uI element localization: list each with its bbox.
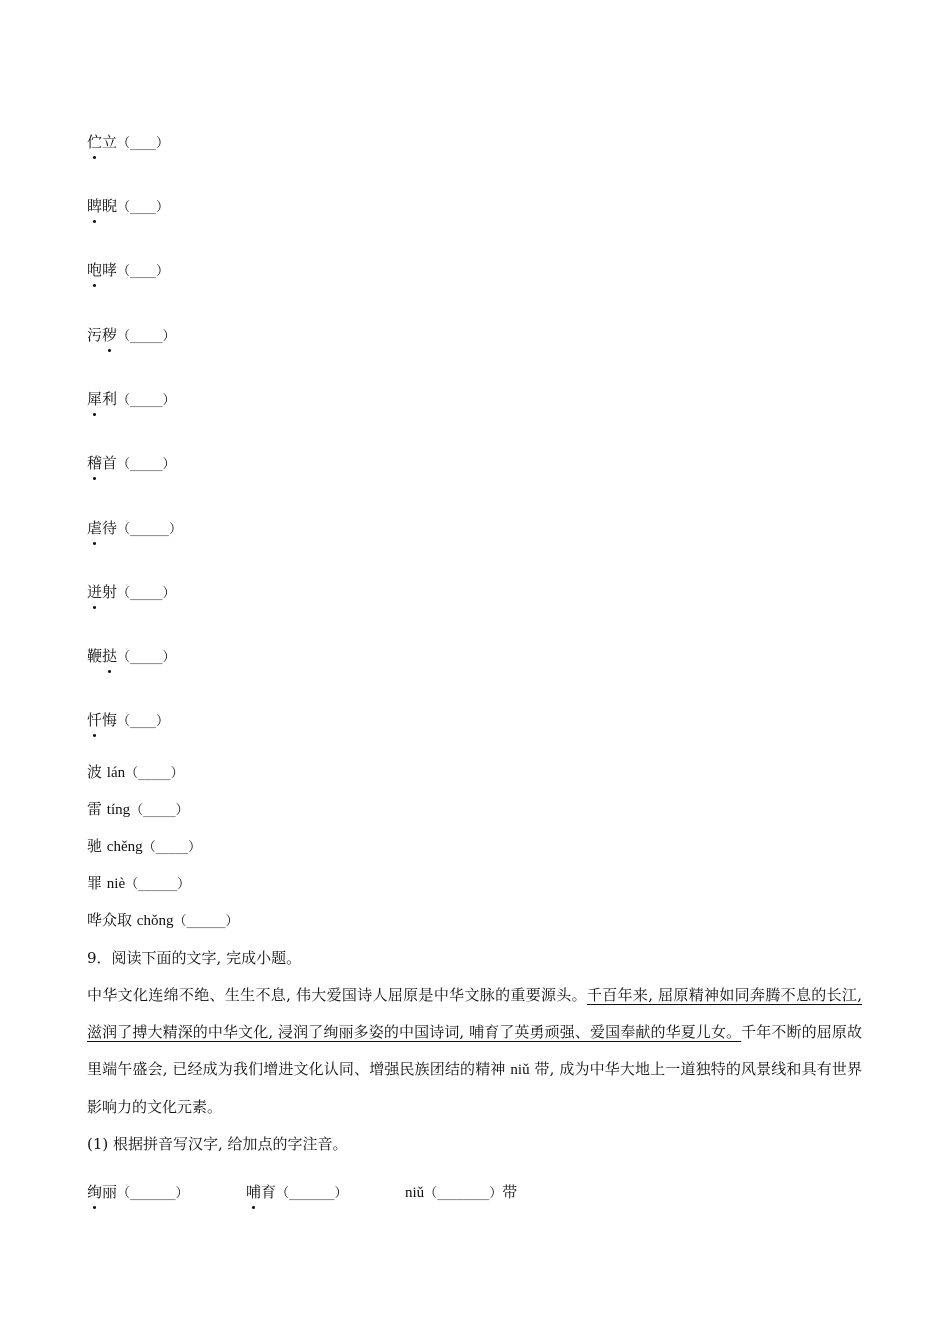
question-title: 9．阅读下面的文字, 完成小题。 — [87, 949, 302, 967]
dotted-char: 哺 — [246, 1183, 262, 1201]
word-rest: 丽 — [102, 1183, 118, 1201]
pinyin-prefix: 波 — [87, 763, 103, 781]
word-item — [87, 582, 176, 604]
passage-part4: 带, 成为中华大地上一道独特的风景线和具有世界影响力的文化元素。 — [87, 1060, 862, 1116]
answer-blank[interactable]: ______ — [138, 877, 178, 892]
paren-open: （ — [125, 766, 139, 781]
word-first: 污 — [87, 326, 103, 344]
dotted-char: 挞 — [102, 647, 118, 665]
answer-blank[interactable]: _____ — [130, 586, 163, 601]
paren-open: （ — [117, 457, 131, 472]
paren-close: ） — [175, 803, 189, 818]
sub-question-prompt: (1) 根据拼音写汉字, 给加点的字注音。 — [87, 1135, 348, 1153]
word-item — [87, 710, 169, 732]
pinyin-text: chǒng — [136, 913, 174, 929]
word-rest: 育 — [261, 1183, 277, 1201]
dotted-char: 睥 — [87, 197, 103, 215]
paren-open: （ — [130, 803, 144, 818]
dotted-char: 稽 — [87, 454, 103, 472]
answer-blank[interactable]: _______ — [289, 1186, 335, 1201]
paren-open: （ — [117, 264, 131, 279]
paren-open: （ — [117, 393, 131, 408]
paren-open: （ — [117, 329, 131, 344]
answer-blank[interactable]: ____ — [130, 136, 157, 151]
pinyin-item — [87, 910, 239, 932]
word-item — [87, 518, 182, 540]
answer-blank[interactable]: ______ — [186, 914, 226, 929]
paren-close: ） — [169, 522, 183, 537]
paren-close: ） — [162, 650, 176, 665]
passage-pinyin: niǔ — [510, 1062, 530, 1078]
dotted-char: 迸 — [87, 583, 103, 601]
answer-blank[interactable]: ____ — [130, 264, 157, 279]
passage-part1: 中华文化连绵不绝、生生不息, 伟大爱国诗人屈原是中华文脉的重要源头。 — [87, 986, 587, 1004]
answer-blank[interactable]: _____ — [130, 457, 163, 472]
paren-open: （ — [117, 200, 131, 215]
dotted-char: 虐 — [87, 519, 103, 537]
pinyin-text: niǔ — [405, 1185, 425, 1201]
paren-close: ） — [489, 1186, 503, 1201]
paren-close: ） — [156, 714, 170, 729]
word-rest: 射 — [102, 583, 118, 601]
word-rest: 首 — [102, 454, 118, 472]
pinyin-prefix: 罪 — [87, 874, 103, 892]
answer-blank[interactable]: _____ — [155, 840, 189, 855]
answer-blank[interactable]: ____ — [130, 200, 157, 215]
word-item — [87, 389, 176, 411]
pinyin-text: lán — [106, 765, 126, 781]
paren-close: ） — [177, 877, 191, 892]
paren-open: （ — [173, 914, 187, 929]
paren-close: ） — [225, 914, 239, 929]
answer-item-3 — [405, 1182, 517, 1204]
pinyin-text: niè — [106, 876, 126, 892]
pinyin-item — [87, 799, 189, 821]
pinyin-item — [87, 873, 190, 895]
pinyin-item — [87, 762, 184, 784]
passage-underlined: 千百年来, 屈原精神如同奔腾不息的长江, 滋润了搏大精深的中华文化, 浸润了绚丽多姿的中国诗词, 哺育了英勇顽强、爱国奉献的华夏儿女。 — [87, 986, 862, 1041]
answer-blank[interactable]: _____ — [143, 803, 176, 818]
paren-open: （ — [117, 1186, 131, 1201]
answer-blank[interactable]: ________ — [437, 1186, 490, 1201]
paren-close: ） — [156, 264, 170, 279]
paren-close: ） — [175, 1186, 189, 1201]
pinyin-prefix: 驰 — [87, 837, 103, 855]
paren-open: （ — [117, 522, 131, 537]
dotted-char: 犀 — [87, 390, 103, 408]
paren-open: （ — [142, 840, 156, 855]
word-item — [87, 260, 169, 282]
paren-open: （ — [276, 1186, 290, 1201]
paren-close: ） — [162, 457, 176, 472]
answer-blank[interactable]: _____ — [138, 766, 171, 781]
paren-close: ） — [188, 840, 202, 855]
paren-open: （ — [117, 586, 131, 601]
paren-close: ） — [162, 393, 176, 408]
answer-blank[interactable]: ____ — [130, 714, 157, 729]
pinyin-prefix: 雷 — [87, 800, 103, 818]
answer-blank[interactable]: ______ — [130, 522, 170, 537]
dotted-char: 绚 — [87, 1183, 103, 1201]
word-item — [87, 453, 176, 475]
word-item — [87, 196, 169, 218]
paren-close: ） — [170, 766, 184, 781]
answer-item-1 — [87, 1182, 189, 1204]
word-rest: 悔 — [102, 711, 118, 729]
paren-close: ） — [334, 1186, 348, 1201]
pinyin-item — [87, 836, 201, 858]
word-item — [87, 132, 169, 154]
answer-suffix: 带 — [502, 1183, 518, 1201]
answer-item-2 — [246, 1182, 348, 1204]
word-rest: 利 — [102, 390, 118, 408]
word-first: 鞭 — [87, 647, 103, 665]
paren-open: （ — [117, 714, 131, 729]
reading-passage — [87, 977, 862, 1126]
pinyin-text: tíng — [106, 802, 131, 818]
paren-close: ） — [162, 329, 176, 344]
pinyin-prefix: 哗众取 — [87, 911, 133, 929]
word-item — [87, 325, 176, 347]
dotted-char: 秽 — [102, 326, 118, 344]
dotted-char: 咆 — [87, 261, 103, 279]
word-rest: 立 — [102, 133, 118, 151]
paren-close: ） — [156, 136, 170, 151]
paren-open: （ — [125, 877, 139, 892]
passage-part3: 千年不断的屈原故里端午盛会, 已经成为我们增进文化认同、增强民族团结的精神 — [87, 1023, 862, 1078]
paren-close: ） — [156, 200, 170, 215]
paren-open: （ — [424, 1186, 438, 1201]
paren-open: （ — [117, 650, 131, 665]
answer-blank[interactable]: _____ — [130, 329, 163, 344]
word-item — [87, 646, 176, 668]
word-rest: 待 — [102, 519, 118, 537]
dotted-char: 伫 — [87, 133, 103, 151]
answer-blank[interactable]: _____ — [130, 393, 163, 408]
paren-open: （ — [117, 136, 131, 151]
word-rest: 哮 — [102, 261, 118, 279]
pinyin-text: chěng — [106, 839, 143, 855]
dotted-char: 忏 — [87, 711, 103, 729]
paren-close: ） — [162, 586, 176, 601]
answer-blank[interactable]: _____ — [130, 650, 163, 665]
answer-blank[interactable]: _______ — [130, 1186, 176, 1201]
word-rest: 睨 — [102, 197, 118, 215]
